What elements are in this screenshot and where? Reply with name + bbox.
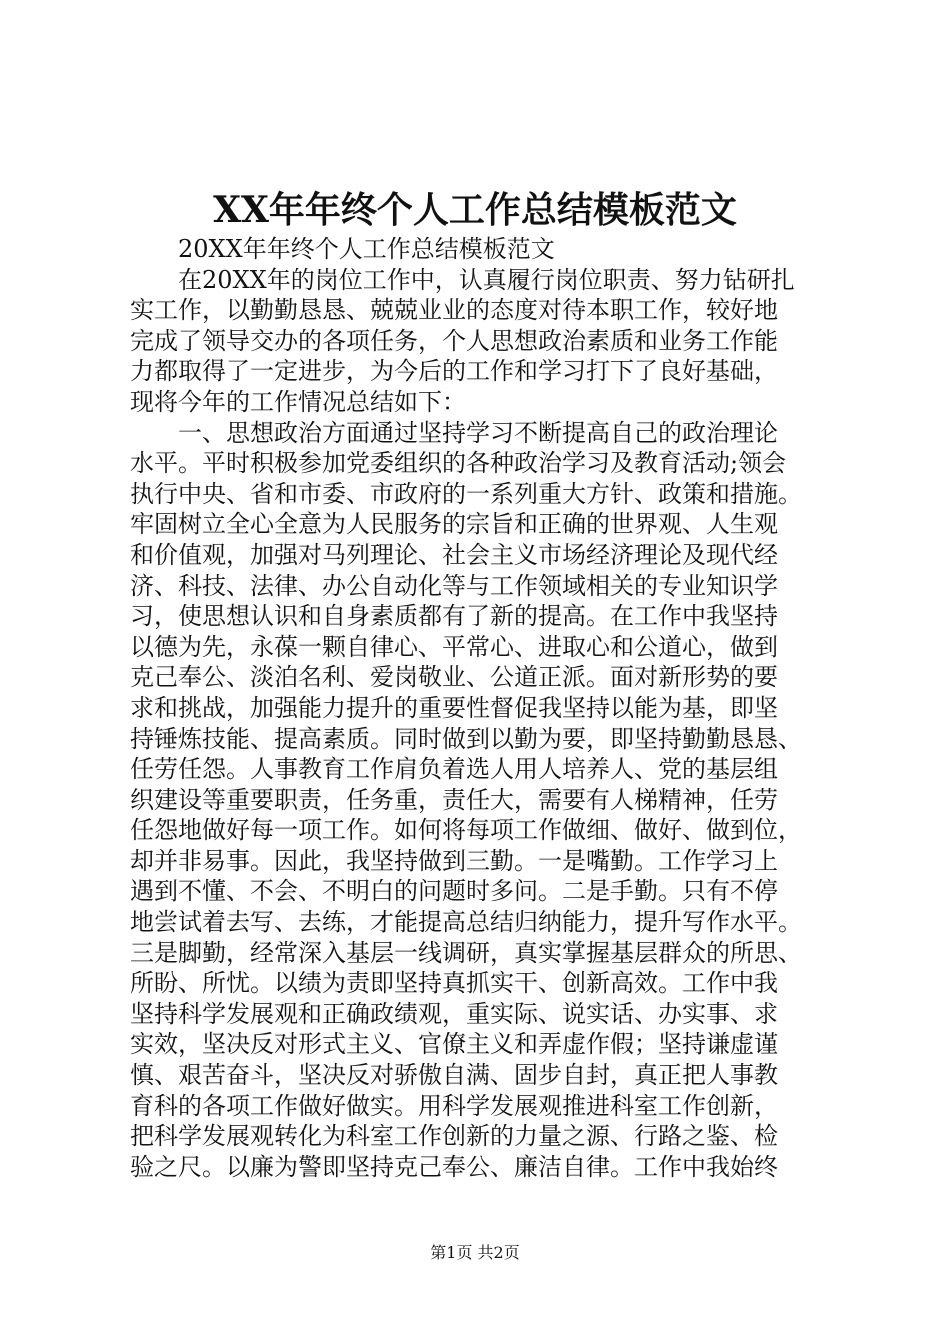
body-line: 却并非易事。因此，我坚持做到三勤。一是嘴勤。工作学习上 bbox=[130, 846, 778, 875]
body-line: 20XX年年终个人工作总结模板范文 bbox=[178, 235, 555, 263]
body-line: 水平。平时积极参加党委组织的各种政治学习及教育活动;领会 bbox=[130, 449, 787, 478]
body-line: 执行中央、省和市委、市政府的一系列重大方针、政策和措施。 bbox=[130, 479, 802, 508]
body-line: 验之尺。以廉为警即坚持克己奉公、廉洁自律。工作中我始终 bbox=[130, 1152, 778, 1181]
body-line: 完成了领导交办的各项任务，个人思想政治素质和业务工作能 bbox=[130, 326, 778, 355]
body-line: 克己奉公、淡泊名利、爱岗敬业、公道正派。面对新形势的要 bbox=[130, 663, 778, 692]
body-line: 在20XX年的岗位工作中，认真履行岗位职责、努力钻研扎 bbox=[178, 265, 795, 294]
page-footer: 第1页 共2页 bbox=[430, 1243, 520, 1262]
body-line: 所盼、所忧。以绩为责即坚持真抓实干、创新高效。工作中我 bbox=[130, 969, 778, 998]
body-line: 任劳任怨。人事教育工作肩负着选人用人培养人、党的基层组 bbox=[130, 755, 778, 784]
body-line: 现将今年的工作情况总结如下： bbox=[130, 387, 466, 416]
body-line: 遇到不懂、不会、不明白的问题时多问。二是手勤。只有不停 bbox=[130, 877, 778, 906]
body-line: 持锤炼技能、提高素质。同时做到以勤为要，即坚持勤勤恳恳、 bbox=[130, 724, 802, 753]
body-line: 三是脚勤，经常深入基层一线调研，真实掌握基层群众的所思、 bbox=[130, 938, 802, 967]
body-line: 和价值观，加强对马列理论、社会主义市场经济理论及现代经 bbox=[130, 540, 778, 569]
body-line: 育科的各项工作做好做实。用科学发展观推进科室工作创新， bbox=[130, 1091, 778, 1120]
body-line: 慎、艰苦奋斗，坚决反对骄傲自满、固步自封，真正把人事教 bbox=[130, 1061, 778, 1090]
body-line: 实工作，以勤勤恳恳、兢兢业业的态度对待本职工作，较好地 bbox=[130, 296, 778, 325]
body-line: 求和挑战，加强能力提升的重要性督促我坚持以能为基，即坚 bbox=[130, 693, 778, 722]
body-line: 把科学发展观转化为科室工作创新的力量之源、行路之鉴、检 bbox=[130, 1122, 778, 1151]
body-line: 以德为先，永葆一颗自律心、平常心、进取心和公道心，做到 bbox=[130, 632, 778, 661]
body-line: 一、思想政治方面通过坚持学习不断提高自己的政治理论 bbox=[178, 418, 778, 447]
body-line: 织建设等重要职责，任务重，责任大，需要有人梯精神，任劳 bbox=[130, 785, 778, 814]
body-line: 牢固树立全心全意为人民服务的宗旨和正确的世界观、人生观 bbox=[130, 510, 778, 539]
document-title: XX年年终个人工作总结模板范文 bbox=[213, 189, 737, 231]
body-line: 济、科技、法律、办公自动化等与工作领域相关的专业知识学 bbox=[130, 571, 778, 600]
body-line: 力都取得了一定进步，为今后的工作和学习打下了良好基础， bbox=[130, 357, 778, 386]
body-line: 坚持科学发展观和正确政绩观，重实际、说实话、办实事、求 bbox=[130, 999, 778, 1028]
body-line: 实效，坚决反对形式主义、官僚主义和弄虚作假；坚持谦虚谨 bbox=[130, 1030, 778, 1059]
body-line: 任怨地做好每一项工作。如何将每项工作做细、做好、做到位， bbox=[130, 816, 802, 845]
body-line: 习，使思想认识和自身素质都有了新的提高。在工作中我坚持 bbox=[130, 602, 778, 631]
document-body bbox=[130, 234, 820, 1182]
body-line: 地尝试着去写、去练，才能提高总结归纳能力，提升写作水平。 bbox=[130, 908, 802, 937]
